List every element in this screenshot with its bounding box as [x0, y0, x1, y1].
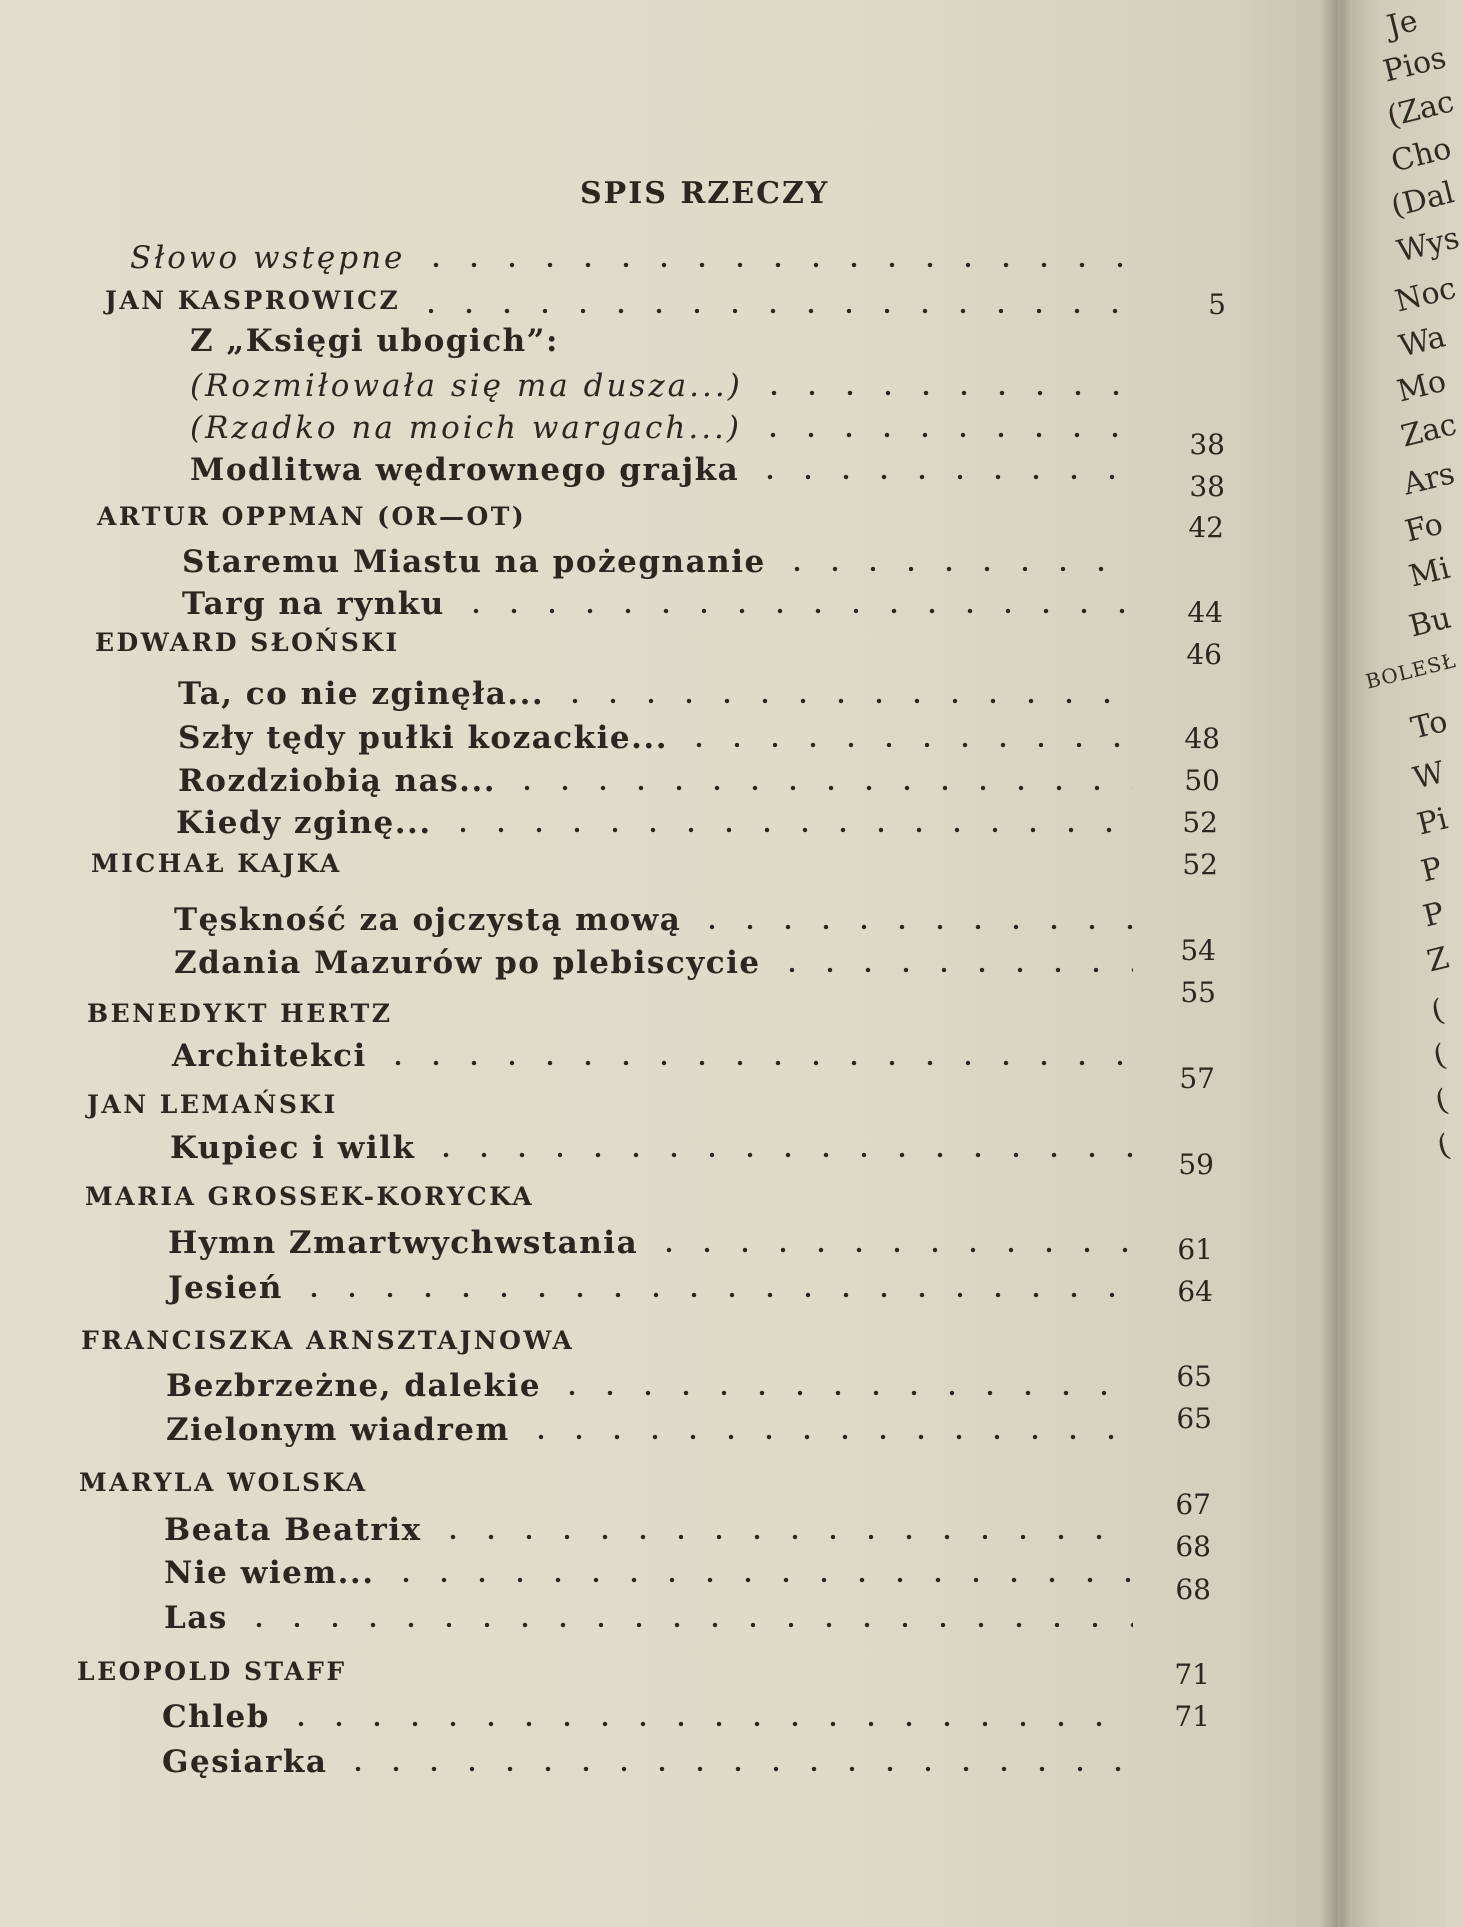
toc-entry: [172, 1038, 1145, 1076]
dot-leader: [457, 608, 1133, 614]
poem-title: Nie wiem...: [164, 1555, 375, 1591]
page-number: 61: [1177, 1233, 1213, 1266]
dot-leader: [693, 924, 1133, 930]
page-number: 65: [1176, 1360, 1212, 1393]
facing-page-text: Noc: [1391, 270, 1460, 320]
toc-entry: [174, 902, 1145, 940]
poem-title: Modlitwa wędrownego grajka: [190, 452, 740, 488]
dot-leader: [427, 1152, 1133, 1158]
author-heading: [91, 849, 342, 887]
toc-entry: [178, 676, 1145, 714]
author-heading: [81, 1326, 574, 1364]
dot-leader: [778, 566, 1133, 572]
author-heading: [77, 1657, 347, 1695]
page-number: 5: [1208, 288, 1226, 321]
dot-leader: [773, 967, 1133, 973]
facing-page-text: (Dal: [1387, 175, 1458, 225]
facing-page-text: Bu: [1405, 600, 1455, 645]
author-name: MICHAŁ KAJKA: [91, 849, 342, 878]
poem-title: Z „Księgi ubogich”:: [190, 323, 559, 359]
page-number: 54: [1180, 934, 1216, 967]
poem-title: Rozdziobią nas...: [178, 763, 497, 799]
facing-page-text: Cho: [1387, 130, 1455, 180]
toc-entry: [182, 544, 1145, 582]
facing-page-text: To: [1407, 703, 1451, 747]
poem-title: Chleb: [162, 1699, 270, 1735]
poem-title: Las: [164, 1600, 228, 1636]
toc-entry: [190, 410, 1145, 448]
facing-page: [1352, 0, 1463, 1927]
poem-title: Jesień: [168, 1270, 283, 1306]
poem-title: Tęskność za ojczystą mową: [174, 902, 682, 938]
facing-page-text: Wys: [1393, 220, 1463, 270]
dot-leader: [240, 1622, 1133, 1628]
toc-entry: [178, 763, 1145, 801]
dot-leader: [412, 308, 1133, 314]
page-number: 68: [1175, 1530, 1211, 1563]
toc-entry: [176, 805, 1145, 843]
poem-title: (Rzadko na moich wargach...): [190, 410, 742, 446]
dot-leader: [556, 698, 1133, 704]
toc-entry: [168, 1270, 1145, 1308]
poem-title: Beata Beatrix: [164, 1512, 422, 1548]
page-number: 46: [1186, 638, 1222, 671]
page-number: 71: [1174, 1700, 1210, 1733]
facing-page-text: Mo: [1393, 363, 1450, 410]
page-number: 52: [1182, 848, 1218, 881]
poem-title: Gęsiarka: [162, 1744, 328, 1780]
toc-entry: [164, 1555, 1145, 1593]
facing-page-text: (Zac: [1383, 84, 1458, 135]
author-name: LEOPOLD STAFF: [77, 1657, 347, 1686]
poem-title: Architekci: [172, 1038, 367, 1074]
poem-title: Ta, co nie zginęła...: [178, 676, 545, 712]
facing-page-text: Pios: [1379, 40, 1450, 90]
facing-page-text: Fo: [1401, 506, 1447, 550]
toc-entry: [168, 1225, 1145, 1263]
facing-page-text: P: [1417, 850, 1446, 890]
toc-entry: [190, 323, 559, 361]
page-number: 59: [1178, 1148, 1214, 1181]
page-number: 42: [1188, 511, 1224, 544]
toc-entry: [182, 586, 1145, 624]
author-heading: [87, 1090, 338, 1128]
dot-leader: [650, 1247, 1133, 1253]
toc-entry: [166, 1368, 1145, 1406]
author-name: MARYLA WOLSKA: [79, 1468, 368, 1497]
facing-page-text: BOLESŁ: [1363, 647, 1459, 694]
poem-title: Kupiec i wilk: [170, 1130, 416, 1166]
facing-page-text: Ars: [1399, 456, 1459, 503]
facing-page-text: Wa: [1395, 319, 1449, 365]
page-number: 48: [1184, 722, 1220, 755]
facing-page-text: Mi: [1405, 550, 1454, 595]
author-heading: [105, 286, 1145, 324]
toc-entry: [170, 1130, 1145, 1168]
poem-title: Staremu Miastu na pożegnanie: [182, 544, 766, 580]
dot-leader: [387, 1577, 1134, 1583]
dot-leader: [553, 1390, 1133, 1396]
author-heading: [85, 1182, 534, 1220]
page-number: 68: [1175, 1573, 1211, 1606]
page-number: 65: [1176, 1402, 1212, 1435]
dot-leader: [434, 1534, 1133, 1540]
facing-page-text: (: [1433, 1127, 1454, 1165]
dot-leader: [751, 474, 1133, 480]
toc-entry: [164, 1512, 1145, 1550]
facing-page-text: Je: [1383, 3, 1422, 45]
poem-title: Zdania Mazurów po plebiscycie: [174, 945, 761, 981]
author-name: JAN LEMAŃSKI: [87, 1090, 338, 1119]
toc-entry: [174, 945, 1145, 983]
poem-title: (Rozmiłowała się ma dusza...): [190, 368, 743, 404]
author-heading: [97, 502, 526, 540]
toc-entry: [178, 720, 1145, 758]
dot-leader: [754, 432, 1133, 438]
author-heading: [79, 1468, 368, 1506]
dot-leader: [339, 1766, 1133, 1772]
toc-entry: [166, 1412, 1145, 1450]
toc-entry: [190, 368, 1145, 406]
facing-page-text: W: [1409, 755, 1449, 797]
page-number: 52: [1182, 806, 1218, 839]
poem-title: Targ na rynku: [182, 586, 445, 622]
toc-entry: [164, 1600, 1145, 1638]
toc-entry: [162, 1699, 1145, 1737]
facing-page-text: P: [1419, 895, 1448, 935]
toc-entry: [190, 452, 1145, 490]
poem-title: Hymn Zmartwychwstania: [168, 1225, 639, 1261]
author-name: BENEDYKT HERTZ: [87, 999, 393, 1028]
author-name: JAN KASPROWICZ: [105, 286, 401, 315]
poem-title: Kiedy zginę...: [176, 805, 432, 841]
poem-title: Zielonym wiadrem: [166, 1412, 510, 1448]
poem-title: Bezbrzeżne, dalekie: [166, 1368, 542, 1404]
author-name: EDWARD SŁOŃSKI: [95, 628, 400, 657]
page-number: 57: [1179, 1062, 1215, 1095]
facing-page-text: (: [1431, 1082, 1452, 1120]
page-number: 55: [1180, 976, 1216, 1009]
page-title: SPIS RZECZY: [580, 176, 830, 211]
facing-page-text: Zac: [1397, 407, 1461, 455]
author-heading: [95, 628, 400, 666]
author-name: FRANCISZKA ARNSZTAJNOWA: [81, 1326, 575, 1355]
poem-title: Szły tędy pułki kozackie...: [178, 720, 669, 756]
author-name: MARIA GROSSEK-KORYCKA: [85, 1182, 535, 1211]
page-number: 67: [1175, 1488, 1211, 1521]
dot-leader: [680, 742, 1133, 748]
dot-leader: [379, 1060, 1133, 1066]
dot-leader: [508, 785, 1133, 791]
dot-leader: [417, 262, 1133, 268]
poem-title: Słowo wstępne: [130, 240, 406, 276]
page-number: 50: [1184, 764, 1220, 797]
dot-leader: [444, 827, 1133, 833]
facing-page-text: (: [1427, 992, 1448, 1030]
dot-leader: [755, 390, 1133, 396]
page-number: 71: [1174, 1658, 1210, 1691]
dot-leader: [295, 1292, 1133, 1298]
page-number: 38: [1189, 428, 1225, 461]
dot-leader: [282, 1721, 1133, 1727]
page-number: 64: [1177, 1275, 1213, 1308]
page-number: 44: [1187, 596, 1223, 629]
facing-page-text: Z: [1423, 940, 1453, 980]
author-heading: [87, 999, 393, 1037]
dot-leader: [522, 1434, 1133, 1440]
facing-page-text: Pi: [1413, 801, 1452, 843]
author-name: ARTUR OPPMAN (OR—OT): [97, 502, 527, 531]
page-number: 38: [1189, 470, 1225, 503]
facing-page-text: (: [1429, 1037, 1450, 1075]
toc-entry: [130, 240, 1145, 278]
toc-entry: [162, 1744, 1145, 1782]
